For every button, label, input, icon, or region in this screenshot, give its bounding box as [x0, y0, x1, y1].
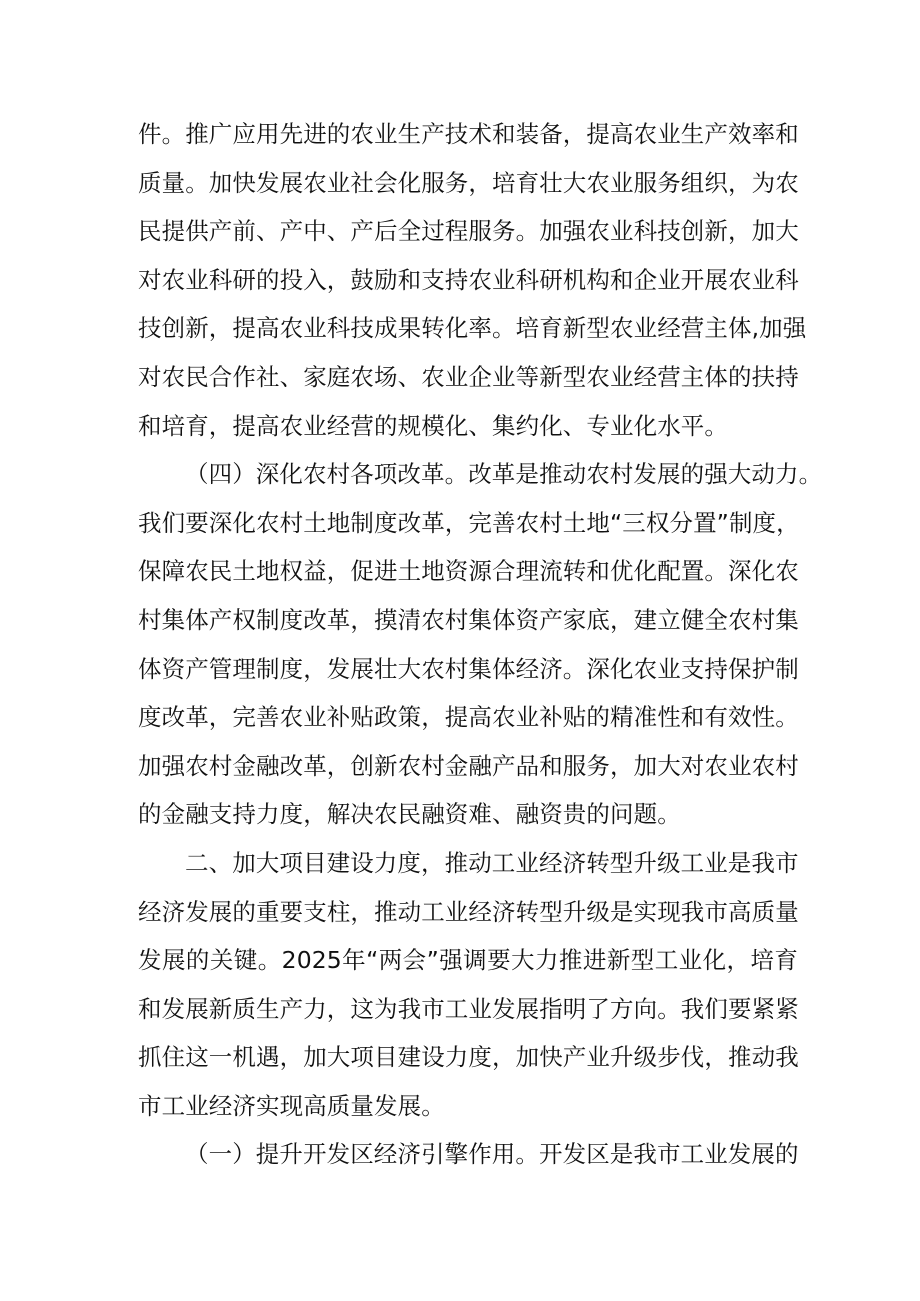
body-text	[138, 110, 823, 1179]
text-line: 民提供产前、产中、产后全过程服务。加强农业科技创新，加大	[138, 217, 799, 246]
text-line: 体资产管理制度，发展壮大农村集体经济。深化农业支持保护制	[138, 654, 799, 683]
paragraph-industrial-upgrade	[138, 839, 798, 1131]
text-line: 对农民合作社、家庭农场、农业企业等新型农业经营主体的扶持	[138, 362, 799, 391]
text-line: （一）提升开发区经济引擎作用。开发区是我市工业发展的	[185, 1140, 799, 1169]
text-line: （四）深化农村各项改革。改革是推动农村发展的强大动力。	[185, 460, 823, 489]
paragraph-rural-reform	[138, 450, 823, 839]
text-line: 加强农村金融改革，创新农村金融产品和服务，加大对农业农村	[138, 751, 799, 780]
text-line: 对农业科研的投入，鼓励和支持农业科研机构和企业开展农业科	[138, 265, 799, 294]
text-line: 抓住这一机遇，加大项目建设力度，加快产业升级步伐，推动我	[138, 1043, 799, 1072]
text-line: 经济发展的重要支柱，推动工业经济转型升级是实现我市高质量	[138, 897, 799, 926]
text-line: 件。推广应用先进的农业生产技术和装备，提高农业生产效率和	[138, 120, 799, 148]
paragraph-agriculture-tech	[138, 110, 807, 450]
text-line: 和发展新质生产力，这为我市工业发展指明了方向。我们要紧紧	[138, 994, 799, 1023]
section-heading-line: 二、加大项目建设力度，推动工业经济转型升级工业是我市	[185, 848, 799, 877]
text-line: 度改革，完善农业补贴政策，提高农业补贴的精准性和有效性。	[138, 703, 799, 732]
text-line: 保障农民土地权益，促进土地资源合理流转和优化配置。深化农	[138, 557, 799, 586]
text-line: 和培育，提高农业经营的规模化、集约化、专业化水平。	[138, 411, 728, 440]
text-line: 我们要深化农村土地制度改革，完善农村土地“三权分置”制度，	[138, 508, 800, 537]
text-line: 的金融支持力度，解决农民融资难、融资贵的问题。	[138, 800, 681, 829]
paragraph-development-zone	[138, 1130, 798, 1179]
text-line: 质量。加快发展农业社会化服务，培育壮大农业服务组织，为农	[138, 168, 799, 197]
text-line: 村集体产权制度改革，摸清农村集体资产家底，建立健全农村集	[138, 605, 799, 634]
text-line: 市工业经济实现高质量发展。	[138, 1091, 445, 1120]
text-line: 发展的关键。2025年“两会”强调要大力推进新型工业化，培育	[138, 946, 798, 975]
text-line: 技创新，提高农业科技成果转化率。培育新型农业经营主体,加强	[138, 314, 807, 343]
